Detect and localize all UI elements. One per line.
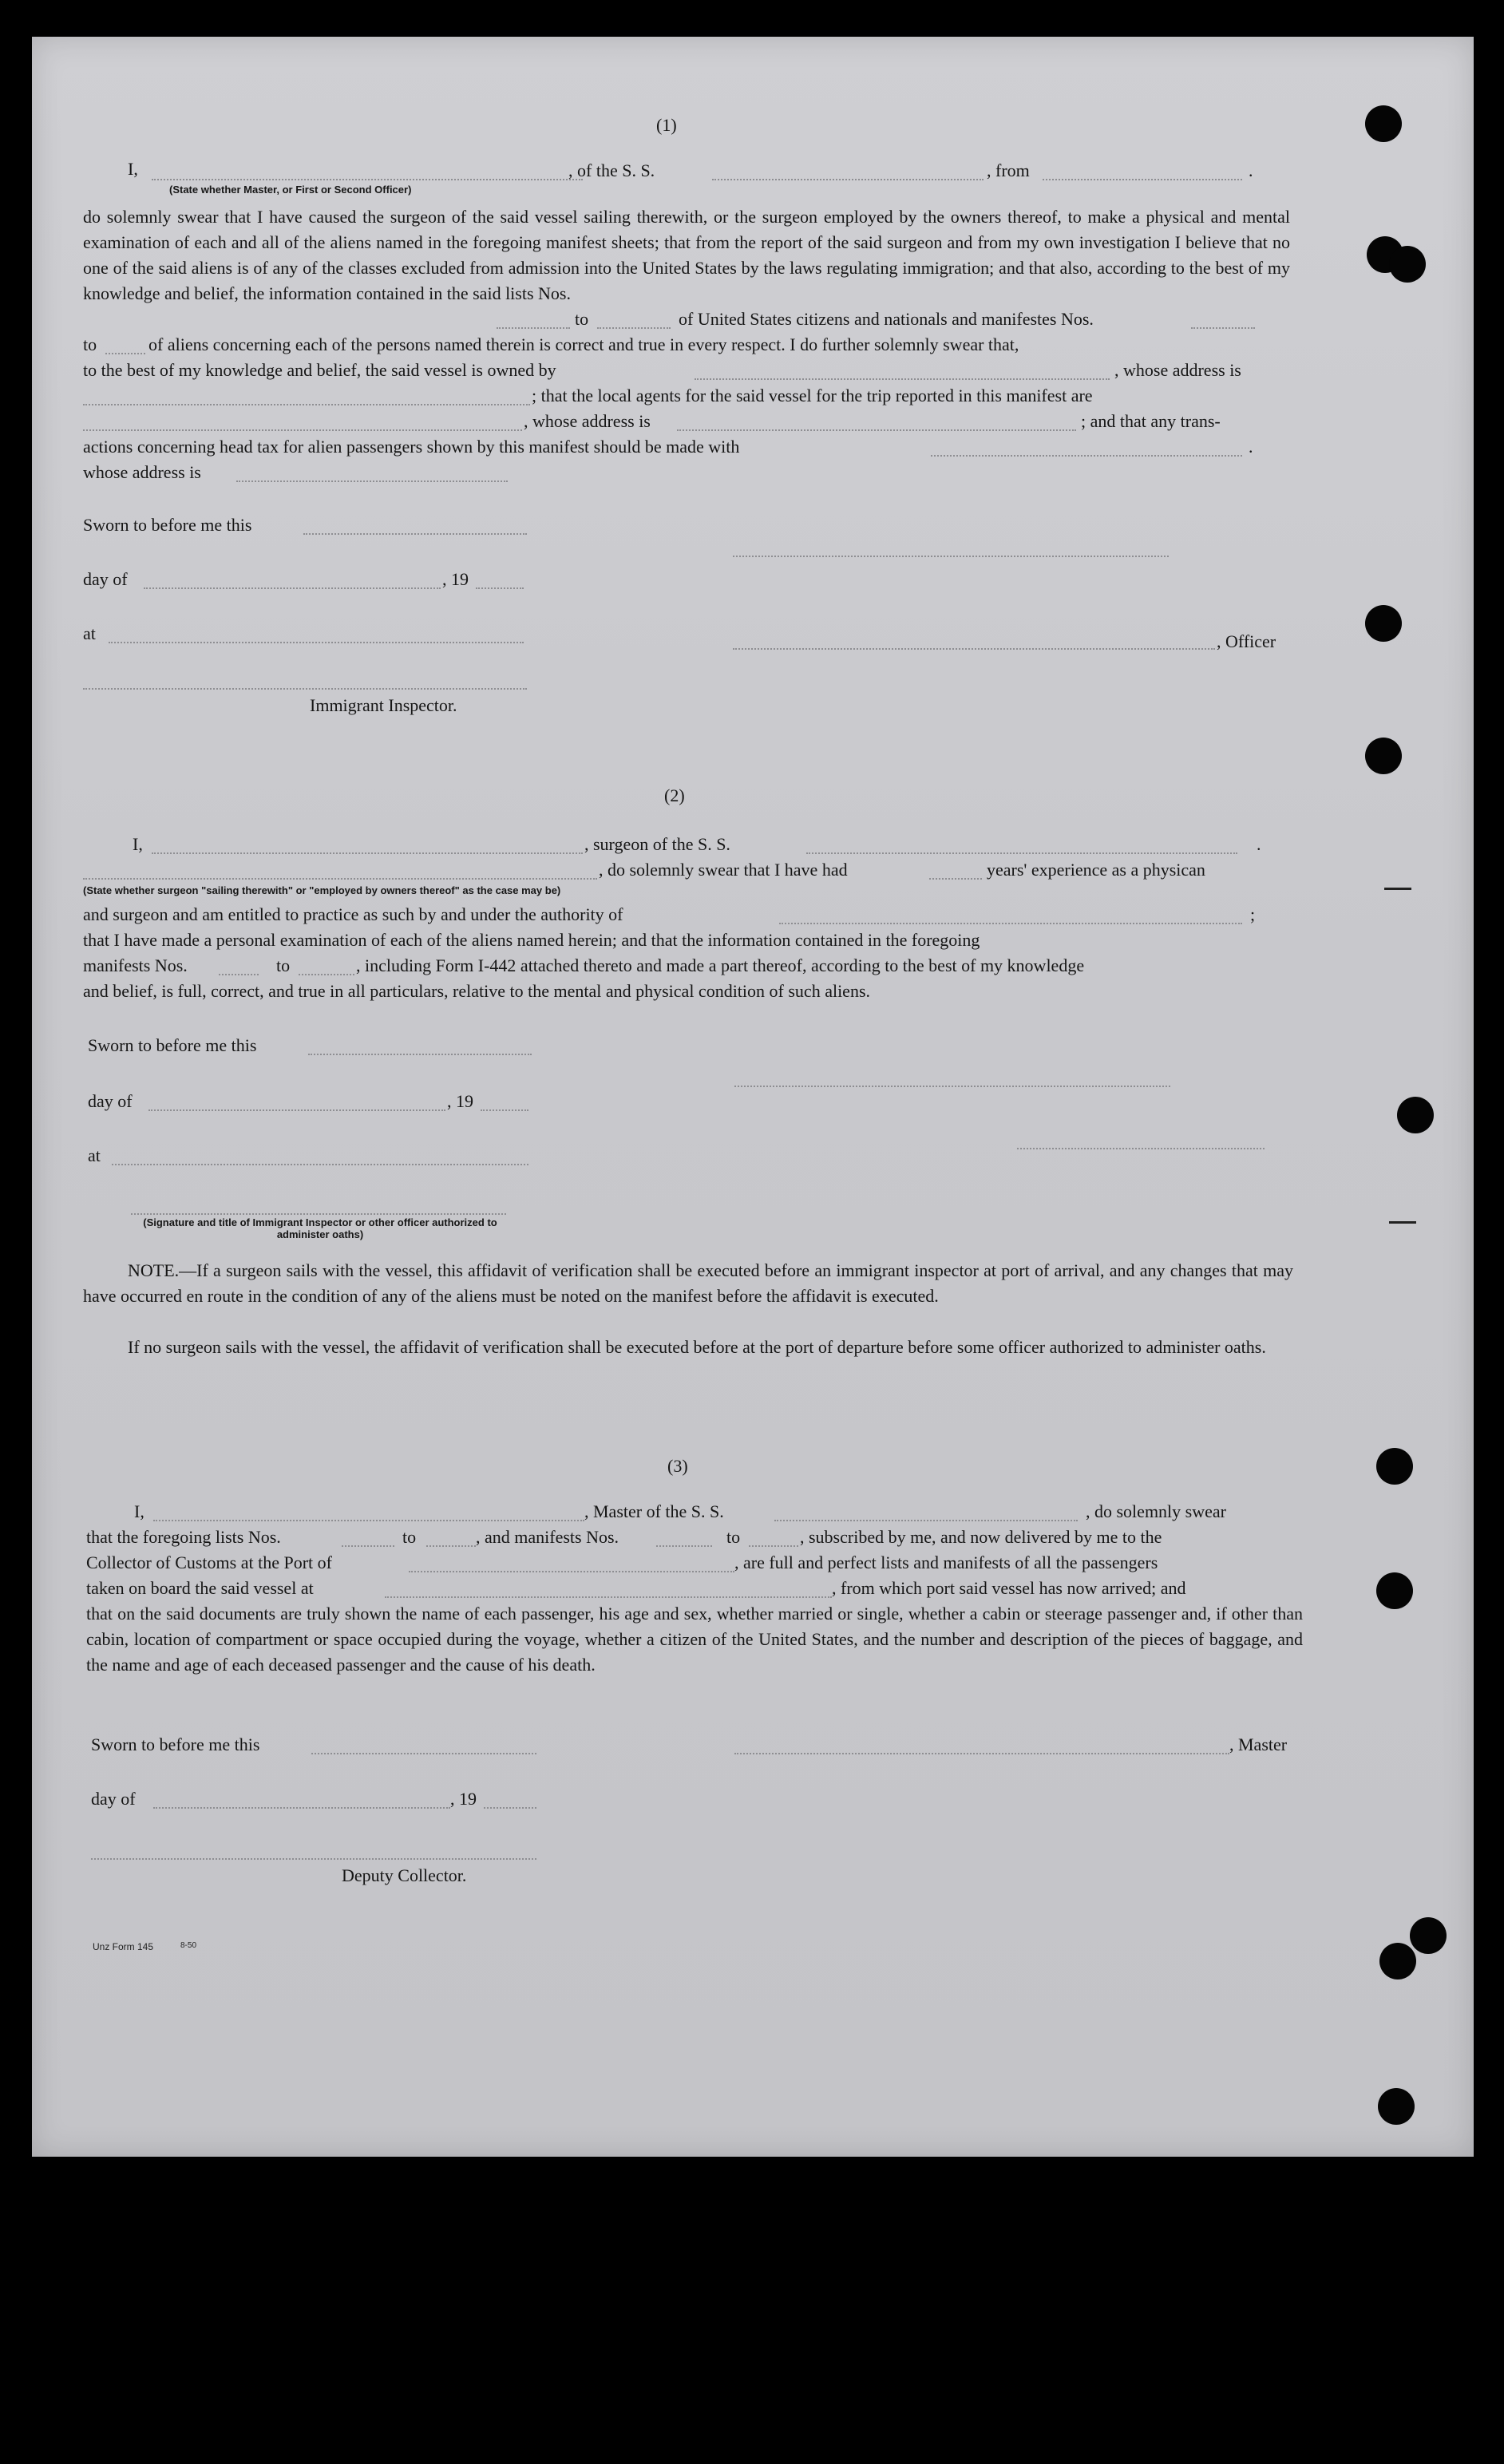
s1-to-1: to — [575, 309, 589, 329]
s1-officer-signature-line[interactable] — [733, 556, 1169, 557]
s2-that-i: that I have made a personal examination of each of the aliens named herein; and that the information contained in the foregoing — [83, 930, 980, 950]
s2-manifests: manifests Nos. — [83, 955, 188, 975]
s3-are-full: , are full and perfect lists and manifests of all the passengers — [734, 1552, 1158, 1572]
s3-year: , 19 — [450, 1789, 477, 1809]
section-1-number: (1) — [656, 115, 677, 135]
s1-at-field[interactable] — [109, 642, 524, 643]
section-2-number: (2) — [664, 785, 685, 805]
s2-note-2: If no surgeon sails with the vessel, the affidavit of verification shall be executed before at the port of departure before some officer authorized to administer oaths. — [128, 1337, 1266, 1357]
punch-hole — [1379, 1943, 1416, 1980]
margin-mark — [1389, 1221, 1416, 1224]
s2-sworn: Sworn to before me this — [88, 1035, 257, 1055]
s1-whose-address: , whose address is — [1114, 360, 1241, 380]
s1-aliens-text: of aliens concerning each of the persons named therein is correct and true in every respect. I do further solemnly swear that, — [148, 334, 1019, 354]
s2-belief: and belief, is full, correct, and true in all particulars, relative to the mental and physical condition of such aliens. — [83, 981, 871, 1001]
s2-inspector-signature-line[interactable] — [131, 1213, 506, 1215]
s3-vessel-field[interactable] — [774, 1520, 1078, 1521]
s3-year-field[interactable] — [484, 1807, 536, 1809]
s1-whose-address-2: , whose address is — [524, 411, 651, 431]
owner-field[interactable] — [695, 378, 1110, 380]
s1-from: , from — [987, 160, 1030, 180]
s3-from-which: , from which port said vessel has now arrived; and — [832, 1578, 1186, 1598]
s1-owned-text: to the best of my knowledge and belief, the said vessel is owned by — [83, 360, 556, 380]
s1-whose-address-3: whose address is — [83, 462, 201, 482]
s2-including: , including Form I-442 attached thereto and made a part thereof, according to the best of my knowledge — [356, 955, 1085, 975]
punch-hole — [1365, 605, 1402, 642]
s1-dot: . — [1249, 437, 1253, 457]
s2-note-1: NOTE.—If a surgeon sails with the vessel, this affidavit of verification shall be executed before an immigrant inspector at port of arrival, and any changes that may have occurred en route in the condition of any of the aliens must be noted on the manifest before the affidavit is executed. — [83, 1260, 1293, 1306]
s1-us-citizens: of United States citizens and nationals and manifestes Nos. — [679, 309, 1094, 329]
s1-year-field[interactable] — [476, 587, 524, 589]
s2-end: . — [1257, 834, 1261, 854]
collector-port-field[interactable] — [409, 1571, 734, 1572]
s1-trans: ; and that any trans- — [1081, 411, 1221, 431]
margin-mark — [1384, 888, 1411, 890]
manifests-nos-to[interactable] — [105, 353, 145, 354]
s1-at: at — [83, 623, 96, 643]
s1-inspector-signature-line[interactable] — [83, 688, 527, 690]
signature-title-note: (Signature and title of Immigrant Inspector or other officer authorized to administer oaths) — [143, 1216, 497, 1240]
s3-subscribed: , subscribed by me, and now delivered by me to the — [800, 1527, 1162, 1547]
punch-hole — [1365, 738, 1402, 774]
s2-year: , 19 — [447, 1091, 473, 1111]
surgeon-type-note: (State whether surgeon "sailing therewith" or "employed by owners thereof" as the case may be) — [83, 884, 561, 896]
s3-manifests-from[interactable] — [656, 1545, 712, 1547]
s1-of-ss: , of the S. S. — [568, 160, 655, 180]
punch-hole — [1378, 2088, 1415, 2125]
s2-surgeon-of: , surgeon of the S. S. — [584, 834, 730, 854]
punch-hole — [1410, 1917, 1447, 1954]
s1-actions: actions concerning head tax for alien passengers shown by this manifest should be made with — [83, 437, 740, 457]
s3-day-of: day of — [91, 1789, 136, 1809]
s3-collector-signature-line[interactable] — [91, 1858, 536, 1860]
local-agents-field[interactable] — [83, 429, 522, 431]
lists-nos-from[interactable] — [497, 327, 570, 329]
owner-address-field[interactable] — [83, 404, 530, 405]
s1-year: , 19 — [442, 569, 469, 589]
s3-to: to — [402, 1527, 417, 1547]
s1-sworn-field[interactable] — [303, 533, 527, 535]
s3-that-the: that the foregoing lists Nos. — [86, 1527, 281, 1547]
s3-manifests: , and manifests Nos. — [476, 1527, 619, 1547]
s3-manifests-to[interactable] — [749, 1545, 798, 1547]
master-name-field[interactable] — [153, 1520, 584, 1521]
punch-hole — [1397, 1097, 1434, 1133]
s1-to-2: to — [83, 334, 97, 354]
surgeon-name-field[interactable] — [152, 852, 583, 854]
embarkation-port-field[interactable] — [385, 1596, 832, 1598]
agents-address-field[interactable] — [677, 429, 1076, 431]
s2-at-field[interactable] — [112, 1164, 528, 1165]
s1-officer: , Officer — [1217, 631, 1276, 651]
s3-lists-to[interactable] — [426, 1545, 476, 1547]
s2-title-line[interactable] — [1017, 1148, 1265, 1149]
s2-year-field[interactable] — [481, 1109, 528, 1111]
s2-day-field[interactable] — [148, 1109, 445, 1111]
s2-vessel-field[interactable] — [806, 852, 1237, 854]
s3-master: , Master — [1229, 1734, 1288, 1754]
s3-master-of: , Master of the S. S. — [584, 1501, 724, 1521]
s1-i-label: I, — [128, 159, 138, 179]
punch-hole — [1376, 1572, 1413, 1609]
s3-deputy-collector: Deputy Collector. — [342, 1865, 467, 1885]
s1-day-field[interactable] — [144, 587, 441, 589]
surgeon-type-field[interactable] — [83, 878, 597, 880]
s2-i-label: I, — [133, 834, 143, 854]
head-tax-address-field[interactable] — [236, 481, 508, 482]
punch-hole — [1376, 1448, 1413, 1485]
form-date: 8-50 — [180, 1941, 197, 1950]
s1-end: . — [1249, 160, 1253, 180]
s2-surgeon-signature-line[interactable] — [734, 1086, 1170, 1087]
s1-day-of: day of — [83, 569, 128, 589]
s3-sworn-field[interactable] — [311, 1753, 536, 1754]
s3-sworn: Sworn to before me this — [91, 1734, 260, 1754]
punch-hole — [1365, 105, 1402, 142]
section-3-number: (3) — [667, 1456, 688, 1476]
s1-officer-title-line[interactable] — [733, 648, 1215, 650]
s1-immigrant-inspector: Immigrant Inspector. — [310, 695, 457, 715]
s3-body: that on the said documents are truly shown the name of each passenger, his age and sex, whether married or single, whether a cabin or steerage passenger and, if other than cabin, location of compartment or space occupied during the voyage, whether a citizen of the United States, and the number and description of the pieces of baggage, and the name and age of each deceased passenger and the cause of his death. — [86, 1604, 1303, 1675]
s3-day-field[interactable] — [153, 1807, 450, 1809]
manifests-nos-field[interactable] — [1191, 327, 1255, 329]
s2-do-solemnly: , do solemnly swear that I have had — [599, 860, 848, 880]
punch-hole — [1389, 246, 1426, 283]
vessel-name-field[interactable] — [712, 179, 984, 180]
s3-master-signature-line[interactable] — [734, 1753, 1229, 1754]
s2-day-of: day of — [88, 1091, 133, 1111]
s1-sworn: Sworn to before me this — [83, 515, 252, 535]
s2-years: years' experience as a physican — [987, 860, 1205, 880]
s2-sworn-field[interactable] — [308, 1054, 532, 1055]
s3-collector: Collector of Customs at the Port of — [86, 1552, 332, 1572]
officer-name-field[interactable] — [152, 179, 583, 180]
s2-manifests-to[interactable] — [299, 974, 354, 975]
s1-body: do solemnly swear that I have caused the surgeon of the said vessel sailing therewith, or the surgeon employed by the owners thereof, to make a physical and mental examination of each and all of the aliens named in the foregoing manifest sheets; that from the report of the said surgeon and from my own investigation I believe that no one of the said aliens is of any of the classes excluded from admission into the United States by the laws regulating immigration; and that also, according to the best of my knowledge and belief, the information contained in the said lists Nos. — [83, 207, 1290, 303]
s3-taken: taken on board the said vessel at — [86, 1578, 314, 1598]
s2-semi: ; — [1250, 904, 1256, 924]
s2-at: at — [88, 1145, 101, 1165]
s3-do-solemnly: , do solemnly swear — [1086, 1501, 1226, 1521]
lists-nos-to[interactable] — [597, 327, 671, 329]
s3-i-label: I, — [134, 1501, 144, 1521]
form-page — [32, 37, 1474, 2157]
head-tax-field[interactable] — [931, 455, 1242, 457]
s2-and-surgeon: and surgeon and am entitled to practice as such by and under the authority of — [83, 904, 623, 924]
form-id: Unz Form 145 — [93, 1941, 154, 1952]
years-experience-field[interactable] — [929, 878, 982, 880]
s3-to-2: to — [726, 1527, 741, 1547]
s1-local-agents: ; that the local agents for the said vessel for the trip reported in this manifest are — [532, 386, 1093, 405]
officer-rank-note: (State whether Master, or First or Second Officer) — [169, 184, 412, 196]
s3-lists-from[interactable] — [342, 1545, 394, 1547]
authority-field[interactable] — [779, 923, 1242, 924]
s2-manifests-from[interactable] — [219, 974, 259, 975]
s2-to: to — [276, 955, 291, 975]
from-port-field[interactable] — [1043, 179, 1242, 180]
